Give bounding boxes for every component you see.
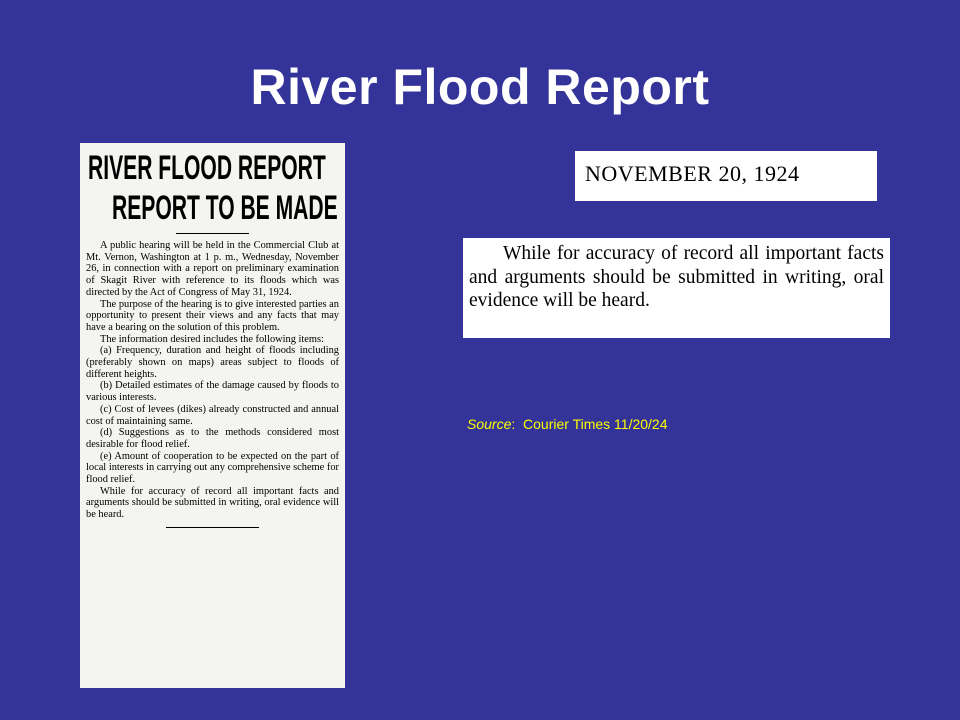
clipping-paragraph: (b) Detailed estimates of the damage caused by floods to various interests. (86, 380, 339, 404)
source-citation (467, 416, 668, 432)
clipping-body (86, 240, 339, 521)
clipping-end-divider (166, 527, 259, 528)
clipping-divider (176, 233, 249, 234)
clipping-headline-2: REPORT TO BE MADE (112, 189, 338, 227)
clipping-paragraph: While for accuracy of record all important facts and arguments should be submitted in writing, oral evidence will be heard. (86, 485, 339, 521)
date-clipping: NOVEMBER 20, 1924 (575, 151, 877, 201)
clipping-paragraph: (e) Amount of cooperation to be expected on the part of local interests in carrying out any comprehensive scheme for flood relief. (86, 450, 339, 486)
clipping-paragraph: The information desired includes the following items: (100, 333, 324, 345)
newspaper-clipping (80, 143, 345, 688)
clipping-paragraph: A public hearing will be held in the Commercial Club at Mt. Vernon, Washington at 1 p. m., Wednesday, November 26, in connection with a report on preliminary examination of Skagit River with reference to its floods which was directed by the Act of Congress of May 31, 1924. (86, 240, 339, 298)
clipping-paragraph: (a) Frequency, duration and height of floods including (preferably shown on maps) areas subject to floods of different heights. (86, 345, 339, 380)
source-value: Courier Times 11/20/24 (523, 416, 668, 432)
clipping-paragraph: The purpose of the hearing is to give interested parties an opportunity to present their views and any facts that may have a bearing on the solution of this problem. (86, 298, 339, 333)
source-label: Source (467, 416, 512, 432)
clipping-paragraph: (c) Cost of levees (dikes) already constructed and annual cost of maintaining same. (86, 403, 339, 427)
source-separator: : (511, 416, 516, 432)
quote-text: While for accuracy of record all important facts and arguments should be submitted in writing, oral evidence will be heard. (469, 243, 884, 311)
slide-title: River Flood Report (250, 59, 710, 115)
clipping-headline-1: RIVER FLOOD REPORT (88, 149, 326, 187)
clipping-paragraph: (d) Suggestions as to the methods considered most desirable for flood relief. (86, 427, 339, 450)
quote-clipping (463, 238, 890, 338)
